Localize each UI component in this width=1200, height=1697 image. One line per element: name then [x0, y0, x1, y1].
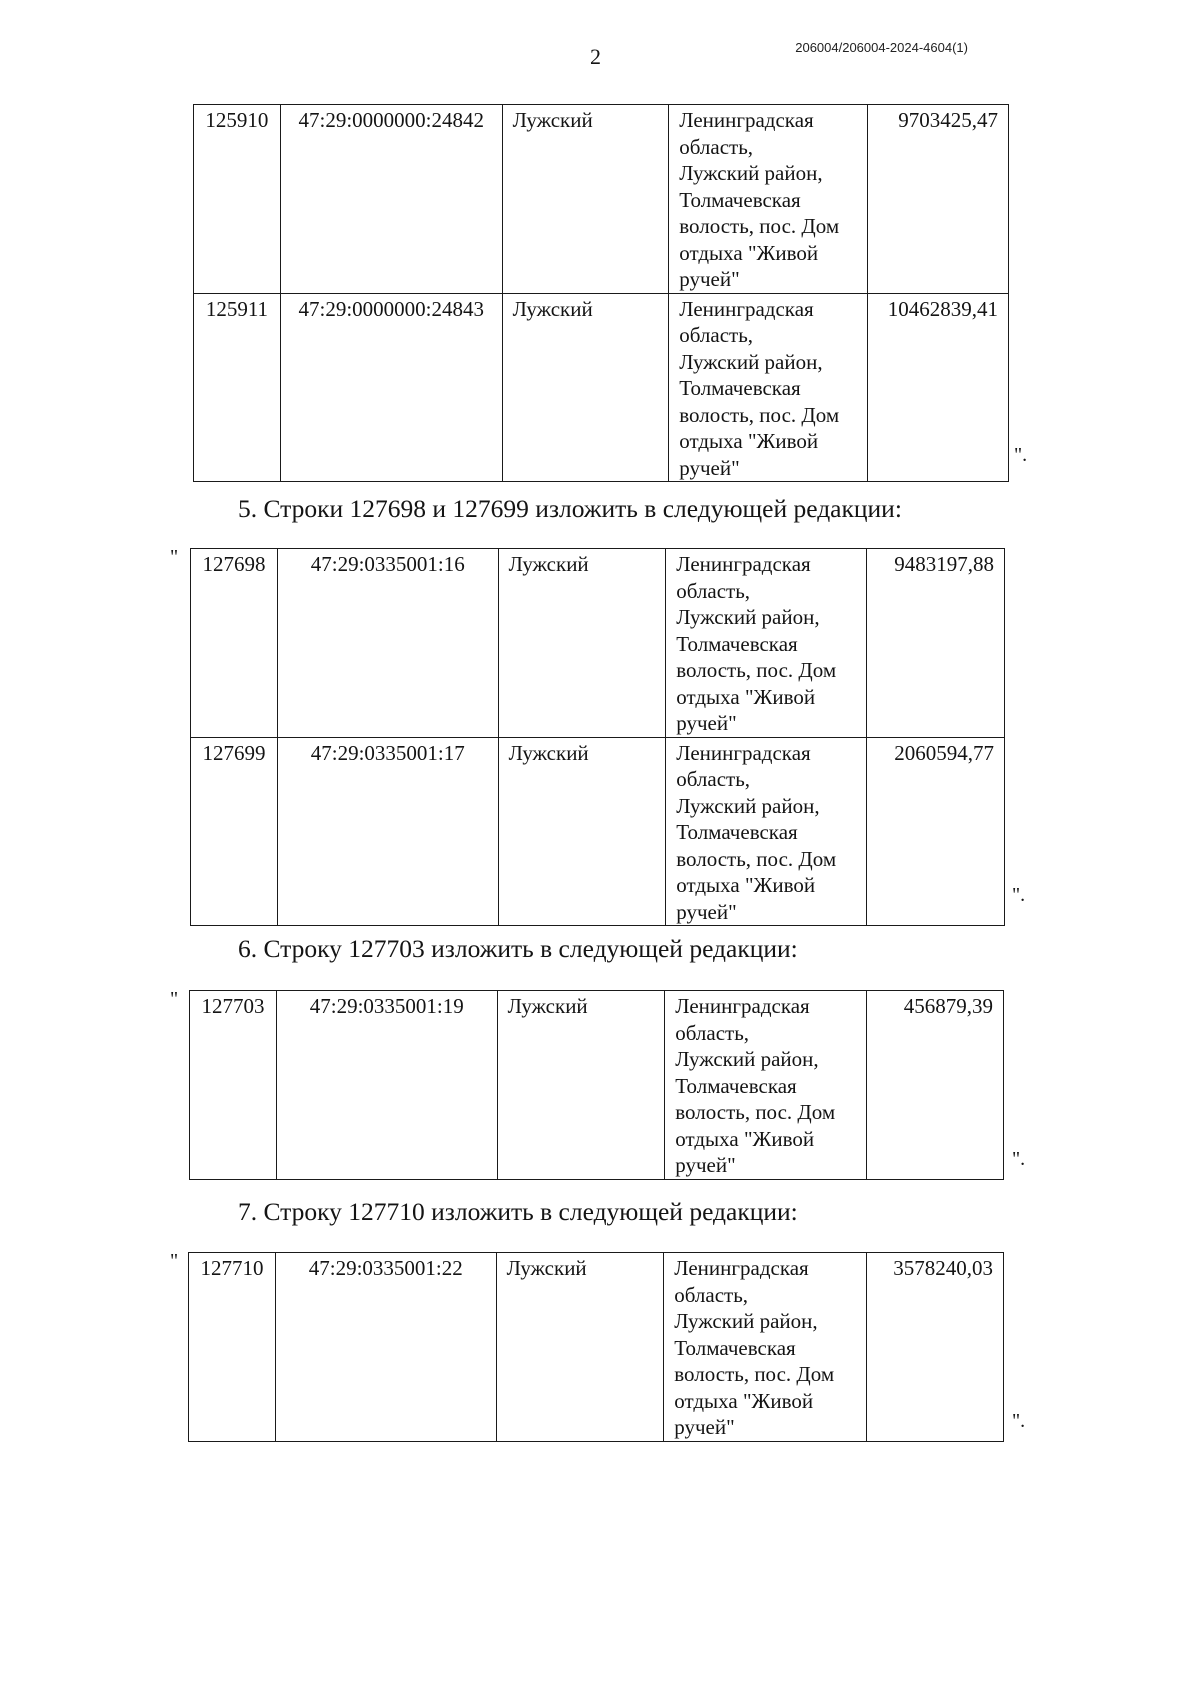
- land-table-section-6: [189, 990, 1004, 1180]
- address-line: ручей": [676, 711, 737, 735]
- address-line: область,: [679, 134, 754, 159]
- address-line: Лужский район,: [676, 605, 820, 629]
- address: [666, 737, 867, 926]
- address-line: область,: [675, 1020, 750, 1045]
- address-line: область,: [676, 578, 751, 603]
- address: [669, 105, 868, 294]
- section-5-heading: 5. Строки 127698 и 127699 изложить в следующей редакции:: [238, 494, 902, 523]
- cadastral-number: 47:29:0335001:16: [277, 549, 498, 738]
- row-number: 127698: [191, 549, 278, 738]
- address: [665, 991, 867, 1180]
- land-table-continuation: [193, 104, 1009, 482]
- opening-quote: ": [170, 988, 179, 1010]
- land-table-section-7: [188, 1252, 1004, 1442]
- address-line: Толмачевская: [679, 187, 801, 212]
- table-row: [191, 549, 1005, 738]
- address-line: ручей": [676, 899, 737, 924]
- address-line: ручей": [675, 1153, 736, 1177]
- district: Лужский: [497, 991, 665, 1180]
- closing-quote: ".: [1012, 884, 1026, 906]
- address-line: отдыха "Живой: [674, 1388, 814, 1413]
- address-line: Лужский район,: [674, 1309, 818, 1333]
- address-line: волость, пос. Дом: [676, 658, 837, 682]
- address-line: отдыха "Живой: [675, 1126, 815, 1151]
- address: [669, 293, 868, 482]
- address-line: область,: [679, 323, 754, 347]
- address-line: волость, пос. Дом: [675, 1100, 836, 1124]
- district: Лужский: [502, 293, 669, 482]
- address-line: отдыха "Живой: [679, 240, 819, 265]
- address-line: Ленинградская: [675, 994, 810, 1018]
- row-number: 127703: [190, 991, 277, 1180]
- closing-quote: ".: [1014, 444, 1028, 466]
- row-number: 127699: [191, 737, 278, 926]
- table-row: [189, 1253, 1004, 1442]
- address-line: волость, пос. Дом: [676, 846, 837, 871]
- cadastral-number: 47:29:0335001:19: [276, 991, 497, 1180]
- address-line: волость, пос. Дом: [679, 214, 840, 238]
- address-line: Лужский район,: [679, 161, 823, 185]
- address-line: Ленинградская: [679, 296, 814, 321]
- cadastral-number: 47:29:0000000:24843: [280, 293, 502, 482]
- closing-quote: ".: [1012, 1148, 1026, 1170]
- row-number: 125910: [194, 105, 281, 294]
- address: [664, 1253, 867, 1442]
- table-row: [194, 105, 1009, 294]
- opening-quote: ": [170, 1250, 179, 1272]
- cadastral-value: 10462839,41: [868, 293, 1009, 482]
- cadastral-value: 9483197,88: [867, 549, 1005, 738]
- land-table-section-5: [190, 548, 1005, 926]
- document-id: 206004/206004-2024-4604(1): [795, 40, 968, 55]
- address-line: Ленинградская: [679, 108, 814, 132]
- address-line: Лужский район,: [676, 793, 820, 818]
- address-line: Толмачевская: [676, 631, 798, 656]
- address-line: Толмачевская: [675, 1073, 797, 1098]
- section-7-heading: 7. Строку 127710 изложить в следующей редакции:: [238, 1197, 798, 1226]
- address-line: отдыха "Живой: [676, 684, 816, 709]
- table-row: [190, 991, 1004, 1180]
- address-line: отдыха "Живой: [676, 873, 816, 897]
- district: Лужский: [498, 549, 666, 738]
- closing-quote: ".: [1012, 1410, 1026, 1432]
- cadastral-value: 456879,39: [867, 991, 1004, 1180]
- row-number: 127710: [189, 1253, 276, 1442]
- cadastral-value: 9703425,47: [868, 105, 1009, 294]
- address-line: Лужский район,: [675, 1047, 819, 1071]
- address-line: Ленинградская: [676, 740, 811, 765]
- address-line: волость, пос. Дом: [674, 1362, 835, 1386]
- table-row: [191, 737, 1005, 926]
- cadastral-number: 47:29:0335001:17: [277, 737, 498, 926]
- address: [666, 549, 867, 738]
- address-line: ручей": [679, 455, 740, 480]
- district: Лужский: [498, 737, 666, 926]
- address-line: Толмачевская: [674, 1335, 796, 1360]
- district: Лужский: [496, 1253, 664, 1442]
- address-line: Толмачевская: [679, 376, 801, 400]
- table-row: [194, 293, 1009, 482]
- address-line: ручей": [674, 1415, 735, 1439]
- page-number: 2: [590, 44, 601, 69]
- address-line: Лужский район,: [679, 349, 823, 374]
- address-line: отдыха "Живой: [679, 429, 819, 453]
- cadastral-number: 47:29:0335001:22: [275, 1253, 496, 1442]
- address-line: волость, пос. Дом: [679, 402, 840, 427]
- cadastral-value: 3578240,03: [867, 1253, 1004, 1442]
- section-6-heading: 6. Строку 127703 изложить в следующей редакции:: [238, 934, 798, 963]
- address-line: Толмачевская: [676, 820, 798, 844]
- address-line: Ленинградская: [674, 1256, 809, 1280]
- cadastral-number: 47:29:0000000:24842: [280, 105, 502, 294]
- address-line: область,: [674, 1282, 749, 1307]
- district: Лужский: [502, 105, 669, 294]
- address-line: Ленинградская: [676, 552, 811, 576]
- address-line: область,: [676, 767, 751, 791]
- opening-quote: ": [170, 546, 179, 568]
- address-line: ручей": [679, 267, 740, 291]
- row-number: 125911: [194, 293, 281, 482]
- cadastral-value: 2060594,77: [867, 737, 1005, 926]
